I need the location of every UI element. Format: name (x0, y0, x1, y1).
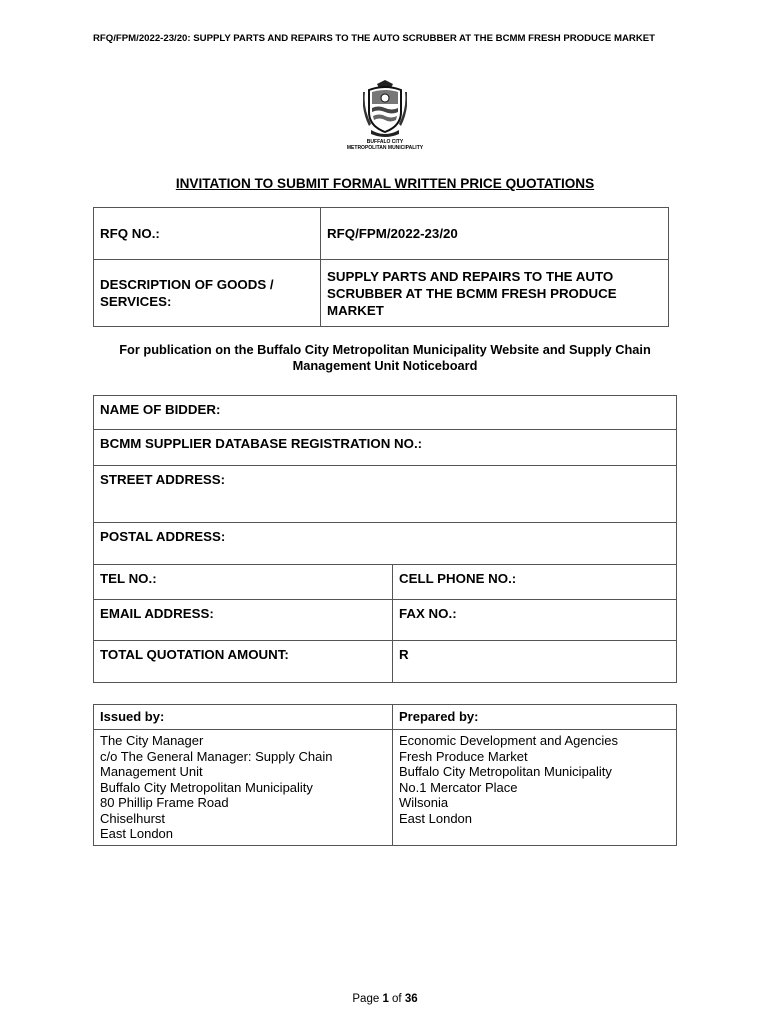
prepared-by-line: No.1 Mercator Place (399, 779, 518, 795)
description-value: SUPPLY PARTS AND REPAIRS TO THE AUTO SCRUBBER AT THE BCMM FRESH PRODUCE MARKET (321, 260, 669, 327)
publication-note: For publication on the Buffalo City Metropolitan Municipality Website and Supply Chain Management Unit Noticeboard (119, 342, 651, 373)
cell-phone-field: CELL PHONE NO.: (393, 565, 677, 600)
page-title: INVITATION TO SUBMIT FORMAL WRITTEN PRICE QUOTATIONS (175, 176, 595, 191)
rfq-no-label: RFQ NO.: (94, 208, 321, 260)
issued-by-label: Issued by: (94, 705, 393, 730)
rfq-table (93, 207, 669, 327)
issued-by-line: Management Unit (100, 764, 203, 779)
name-of-bidder-field: NAME OF BIDDER: (94, 396, 677, 430)
description-label: DESCRIPTION OF GOODS / SERVICES: (94, 260, 321, 327)
prepared-by-address (393, 730, 677, 846)
fax-no-field: FAX NO.: (393, 600, 677, 641)
page-prefix: Page (352, 993, 383, 1005)
issued-by-line: c/o The General Manager: Supply Chain (100, 748, 333, 764)
prepared-by-line: Fresh Produce Market (399, 748, 528, 764)
quotation-currency: R (393, 641, 677, 683)
issued-by-line: 80 Phillip Frame Road (100, 795, 229, 810)
rfq-no-value: RFQ/FPM/2022-23/20 (321, 208, 669, 260)
page-current: 1 (382, 993, 389, 1005)
logo-caption-line2: METROPOLITAN MUNICIPALITY (346, 145, 424, 151)
prepared-by-line: East London (399, 810, 473, 826)
street-address-field: STREET ADDRESS: (94, 466, 677, 523)
issued-by-line: Chiselhurst (100, 810, 166, 826)
page-number-footer (0, 993, 770, 1005)
tel-no-field: TEL NO.: (94, 565, 393, 600)
issued-by-address (94, 730, 393, 846)
prepared-by-label: Prepared by: (393, 705, 677, 730)
issued-prepared-table (93, 704, 677, 846)
prepared-by-line: Wilsonia (399, 795, 449, 810)
page-total: 36 (404, 993, 418, 1005)
municipality-logo (335, 78, 435, 158)
postal-address-field: POSTAL ADDRESS: (94, 523, 677, 565)
email-address-field: EMAIL ADDRESS: (94, 600, 393, 641)
issued-by-line: The City Manager (100, 733, 204, 748)
issued-by-line: Buffalo City Metropolitan Municipality (100, 779, 313, 795)
issued-by-line: East London (100, 826, 174, 841)
bidder-details-table (93, 395, 677, 683)
total-quotation-field: TOTAL QUOTATION AMOUNT: (94, 641, 393, 683)
prepared-by-line: Economic Development and Agencies (399, 733, 618, 748)
prepared-by-line: Buffalo City Metropolitan Municipality (399, 764, 612, 779)
logo-caption-line1: BUFFALO CITY (366, 139, 404, 145)
page-of: of (388, 993, 405, 1005)
coat-of-arms-icon (363, 78, 407, 138)
running-header: RFQ/FPM/2022-23/20: SUPPLY PARTS AND REPAIRS TO THE AUTO SCRUBBER AT THE BCMM FRESH PRODUCE MARKET (93, 33, 656, 44)
supplier-db-no-field: BCMM SUPPLIER DATABASE REGISTRATION NO.: (94, 430, 677, 466)
